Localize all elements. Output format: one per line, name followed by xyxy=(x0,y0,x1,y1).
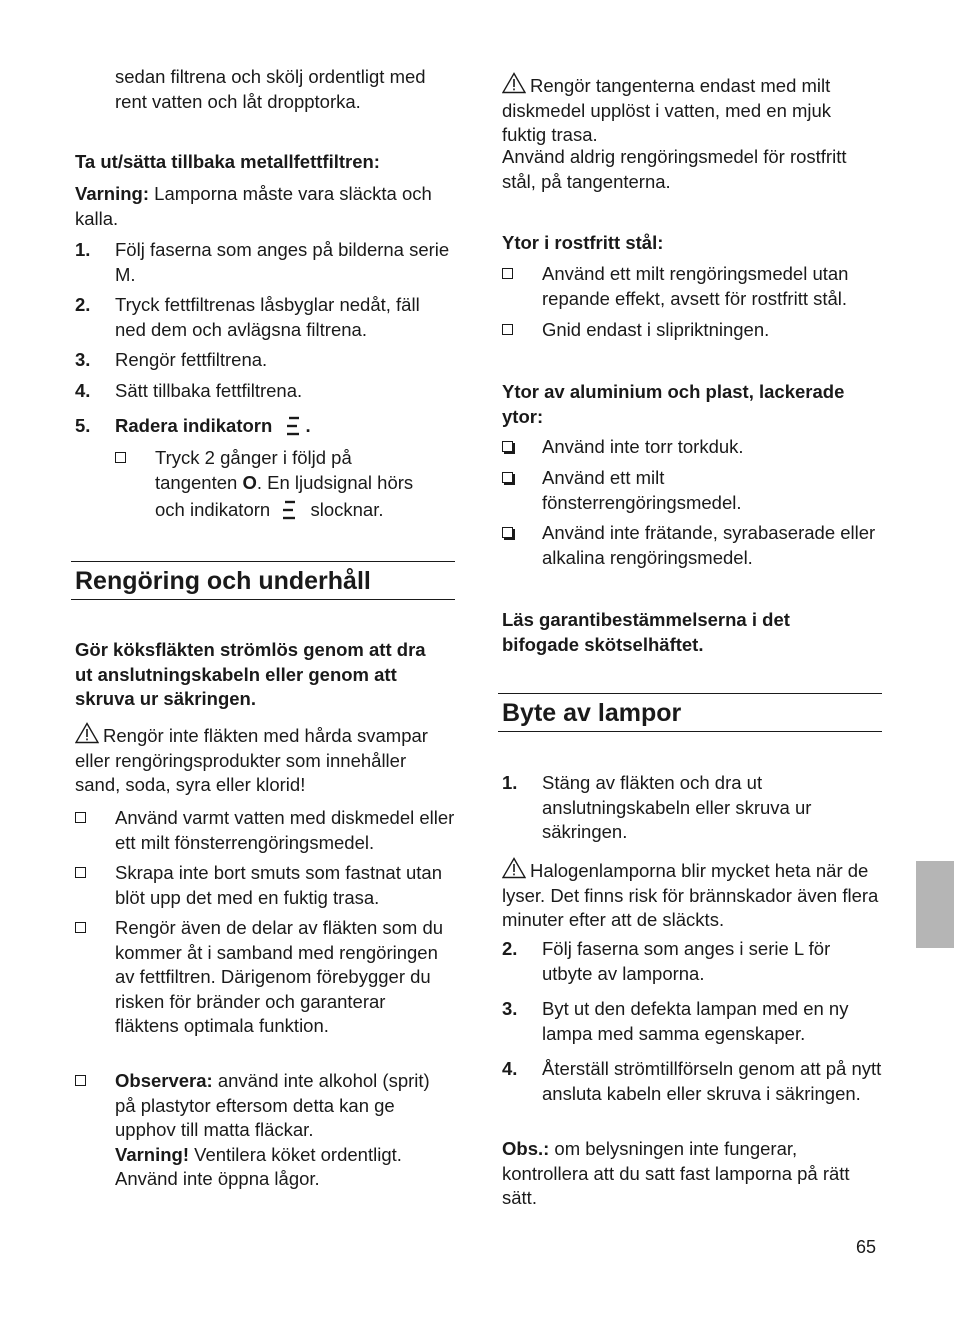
aluminium-item-text: Använd ett milt fönsterrengöringsmedel. xyxy=(542,467,742,513)
steel-item-text: Gnid endast i slipriktningen. xyxy=(542,319,770,340)
bullet-text: Använd varmt vatten med diskmedel eller ett milt fönsterrengöringsmedel. xyxy=(115,807,455,853)
checkbox-icon xyxy=(75,1075,86,1086)
step-text: Följ faserna som anges i serie L för utbyte av lamporna. xyxy=(542,938,831,984)
keys-note: Använd aldrig rengöringsmedel för rostfritt stål, på tangenterna. xyxy=(502,146,847,192)
sub-text: . En ljudsignal hörs xyxy=(256,471,414,493)
steel-item-text: Använd ett milt rengöringsmedel utan repande effekt, avsett för rostfritt stål. xyxy=(542,263,849,309)
aluminium-item-text: Använd inte frätande, syrabaserade eller alkalina rengöringsmedel. xyxy=(542,522,876,568)
observe-paragraph xyxy=(115,1069,455,1143)
warning-label: Varning: xyxy=(75,183,150,204)
sub-line-3 xyxy=(155,498,455,523)
filter-indicator-icon xyxy=(283,414,305,438)
bullet-text: Rengör även de delar av fläkten som du kommer åt i samband med rengöringen av fettfiltren. Därigenom förebygger du risken för bränder och garanterar fläktens optimala funktion. xyxy=(115,917,444,1036)
step-number: 3. xyxy=(75,349,91,370)
caution-paragraph xyxy=(75,722,445,798)
halogen-caution xyxy=(502,857,882,933)
step-number: 2. xyxy=(502,938,518,959)
section-side-tab xyxy=(916,861,954,948)
step-number: 2. xyxy=(75,294,91,315)
step-5 xyxy=(75,414,455,439)
step-4 xyxy=(75,379,455,404)
observe-text: använd inte alkohol (sprit) på plastytor eftersom detta kan ge upphov till matta fläckar. xyxy=(115,1070,430,1140)
sub-text: tangenten xyxy=(155,471,243,493)
obs-label: Obs.: xyxy=(502,1138,550,1159)
checkbox-shadow-icon xyxy=(502,441,513,452)
step-number: 4. xyxy=(75,380,91,401)
checkbox-shadow-icon xyxy=(502,472,513,483)
step-1 xyxy=(75,238,455,285)
key-o-label: O xyxy=(242,471,257,493)
keys-caution xyxy=(502,72,874,148)
filter-section-title: Ta ut/sätta tillbaka metallfettfiltren: xyxy=(75,151,380,172)
heading-rule-bottom xyxy=(71,599,455,600)
warning-triangle-icon xyxy=(75,722,99,744)
step-text: Tryck fettfiltrenas låsbyglar nedåt, fäll ned dem och avlägsna filtrena. xyxy=(115,294,420,340)
step-number: 1. xyxy=(502,772,518,793)
step-text: Rengör fettfiltrena. xyxy=(115,349,268,370)
step-number: 4. xyxy=(502,1058,518,1079)
power-notice: Gör köksfläkten strömlös genom att dra ut anslutningskabeln eller genom att skruva ur säkringen. xyxy=(75,639,426,709)
keys-caution-text: Rengör tangenterna endast med milt diskmedel upplöst i vatten, med en mjuk fuktig trasa. xyxy=(502,75,832,145)
intro-paragraph: sedan filtrena och skölj ordentligt med rent vatten och låt dropptorka. xyxy=(115,66,426,112)
page-number: 65 xyxy=(856,1237,877,1257)
halogen-caution-text: Halogenlamporna blir mycket heta när de lyser. Det finns risk för brännskador även flera minuter efter att de släckts. xyxy=(502,860,879,930)
checkbox-icon xyxy=(502,324,513,335)
ventilate-text: Ventilera köket ordentligt. Använd inte öppna lågor. xyxy=(115,1143,402,1189)
filter-warning xyxy=(75,182,435,231)
section-heading-lamps: Byte av lampor xyxy=(502,699,682,727)
bullet-text: Skrapa inte bort smuts som fastnat utan blöt upp det med en fuktig trasa. xyxy=(115,862,442,908)
sub-text: slocknar. xyxy=(310,499,384,520)
obs-text: om belysningen inte fungerar, kontrollera att du satt fast lamporna på rätt sätt. xyxy=(502,1138,850,1208)
step-5-label: Radera indikatorn xyxy=(115,415,273,436)
step-text: Radera indikatorn . xyxy=(115,415,311,436)
heading-rule-bottom xyxy=(498,731,882,732)
checkbox-icon xyxy=(75,922,86,933)
filter-indicator-icon xyxy=(279,498,301,522)
ventilate-label: Varning! xyxy=(115,1143,190,1165)
step-number: 3. xyxy=(502,998,518,1019)
heading-rule-top xyxy=(71,561,455,562)
checkbox-shadow-icon xyxy=(502,527,513,538)
obs-paragraph xyxy=(502,1137,887,1211)
warning-text: Lamporna måste vara släckta och kalla. xyxy=(75,183,432,229)
checkbox-icon xyxy=(75,812,86,823)
step-number: 5. xyxy=(75,415,91,436)
sub-line-2 xyxy=(155,471,455,496)
aluminium-item-text: Använd inte torr torkduk. xyxy=(542,436,744,457)
step-text: Följ faserna som anges på bilderna serie M. xyxy=(115,239,450,285)
step-2 xyxy=(75,293,455,340)
step-text: Byt ut den defekta lampan med en ny lampa med samma egenskaper. xyxy=(542,998,849,1044)
aluminium-title: Ytor av aluminium och plast, lackerade ytor: xyxy=(502,381,845,427)
observe-block xyxy=(115,1069,455,1192)
step-text: Återställ strömtillförseln genom att på nytt ansluta kabeln eller skruva i säkringen. xyxy=(542,1058,882,1104)
ventilate-paragraph xyxy=(115,1143,455,1192)
steel-title: Ytor i rostfritt stål: xyxy=(502,232,664,253)
step-text: Sätt tillbaka fettfiltrena. xyxy=(115,380,303,401)
heading-rule-top xyxy=(498,693,882,694)
observe-label: Observera: xyxy=(115,1070,213,1091)
checkbox-icon xyxy=(115,452,126,463)
checkbox-icon xyxy=(75,867,86,878)
step-number: 1. xyxy=(75,239,91,260)
sub-line-1: Tryck 2 gånger i följd på xyxy=(155,447,352,468)
section-heading-cleaning: Rengöring och underhåll xyxy=(75,567,371,595)
warranty-notice: Läs garantibestämmelserna i det bifogade skötselhäftet. xyxy=(502,609,790,655)
caution-text: Rengör inte fläkten med hårda svampar eller rengöringsprodukter som innehåller sand, soda, syra eller klorid! xyxy=(75,725,428,795)
warning-triangle-icon xyxy=(502,857,526,879)
checkbox-icon xyxy=(502,268,513,279)
step-3 xyxy=(75,348,455,373)
sub-text: och indikatorn xyxy=(155,499,271,520)
warning-triangle-icon xyxy=(502,72,526,94)
step-text: Stäng av fläkten och dra ut anslutningskabeln eller skruva ur säkringen. xyxy=(542,772,812,842)
